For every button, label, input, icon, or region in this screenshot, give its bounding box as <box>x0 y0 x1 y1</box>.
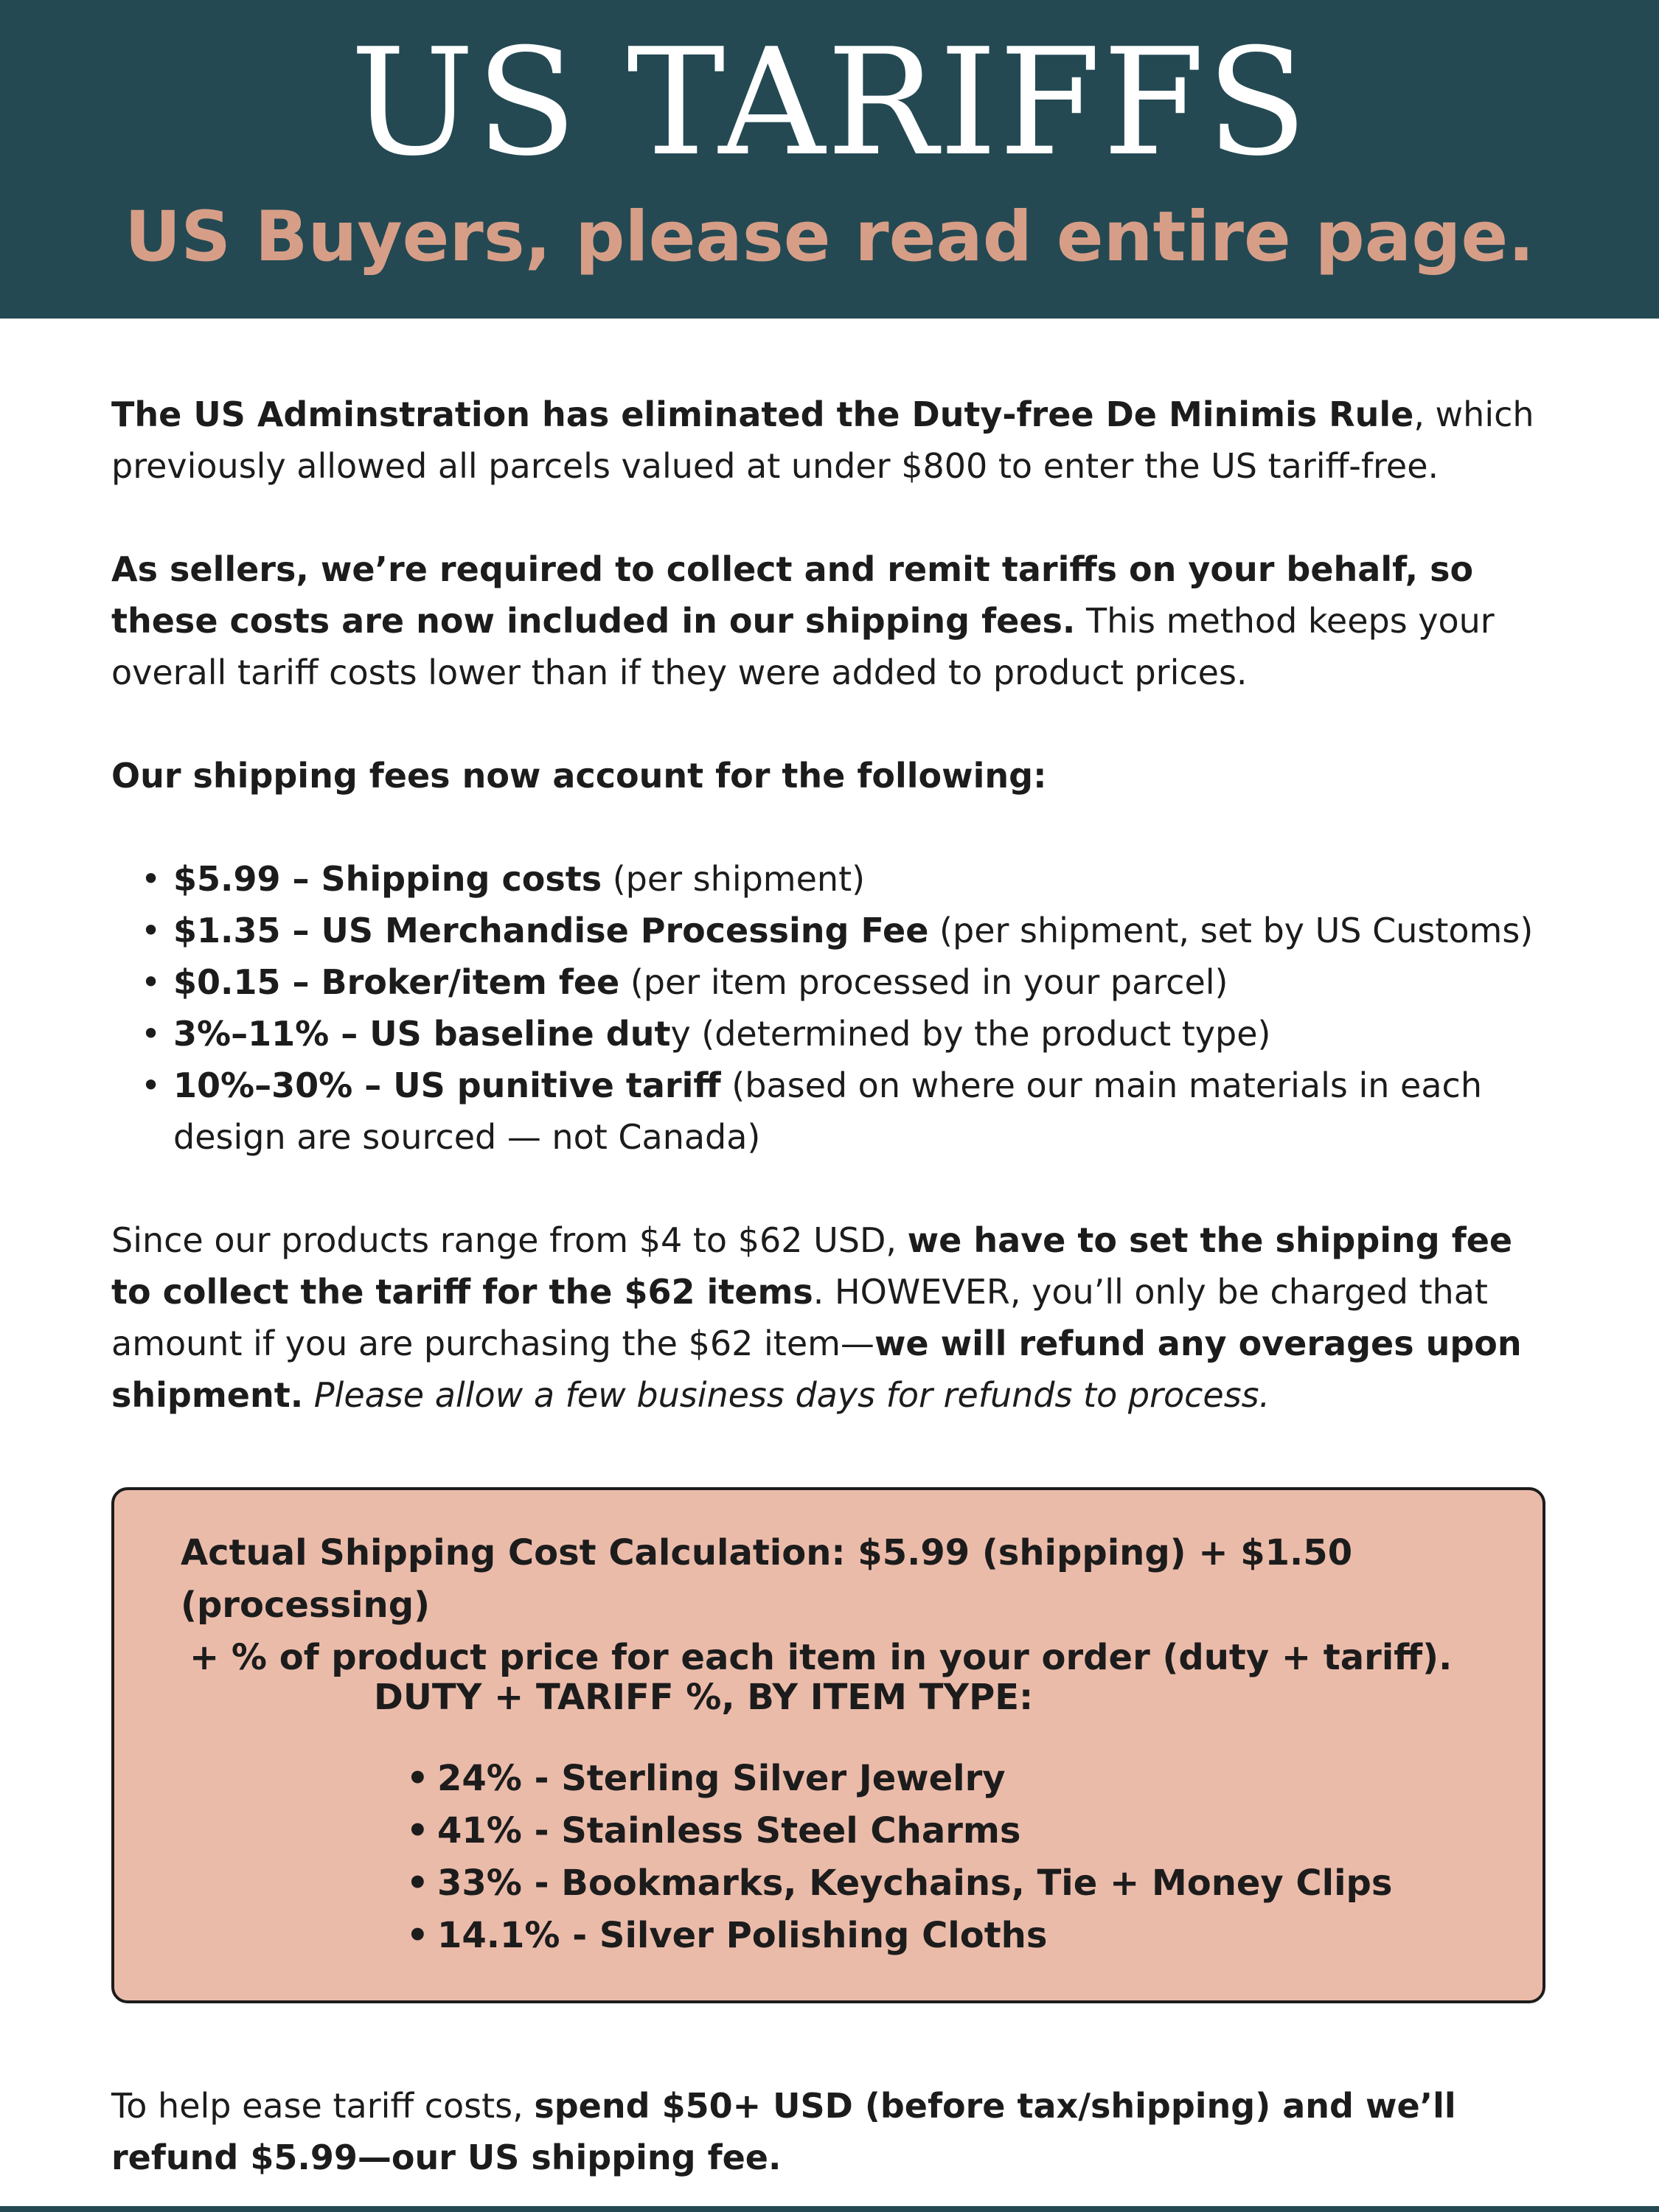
fee-item <box>111 905 1557 956</box>
fees-list <box>111 853 1557 1163</box>
sellers-paragraph <box>111 543 1557 698</box>
fee-item-bold: $0.15 – Broker/item fee <box>173 962 620 1002</box>
main-content <box>111 389 1557 1421</box>
page-title: US TARIFFS <box>349 17 1310 189</box>
bullet-icon: • <box>406 1810 429 1851</box>
bullet-icon: • <box>406 1915 429 1956</box>
bullet-icon: • <box>406 1863 429 1904</box>
range-paragraph <box>111 1214 1557 1421</box>
bullet-icon: • <box>141 911 161 950</box>
intro-rest: , which previously allowed all parcels valued at under $800 to enter the US tariff-free. <box>111 394 1534 486</box>
duty-item-text: 41% - Stainless Steel Charms <box>437 1810 1021 1851</box>
bullet-icon: • <box>141 1065 161 1105</box>
bullet-icon: • <box>406 1758 429 1799</box>
range-bold-1: we have to set the shipping fee to collect the tariff for the $62 items <box>111 1220 1513 1312</box>
intro-paragraph <box>111 389 1557 492</box>
fee-item-bold: 3%–11% – US baseline dut <box>173 1014 671 1054</box>
duty-item-text: 33% - Bookmarks, Keychains, Tie + Money Clips <box>437 1863 1393 1904</box>
fee-item <box>111 1060 1557 1163</box>
sellers-rest: This method keeps your overall tariff costs lower than if they were added to product prices. <box>111 601 1495 692</box>
page-subtitle: US Buyers, please read entire page. <box>125 197 1534 277</box>
fee-item-rest: (based on where our main materials in each design are sourced — not Canada) <box>173 1065 1482 1157</box>
bottom-divider <box>0 2206 1659 2212</box>
fee-item-bold: 10%–30% – US punitive tariff <box>173 1065 721 1105</box>
fees-heading <box>111 750 1557 801</box>
duty-tariff-heading: DUTY + TARIFF %, BY ITEM TYPE: <box>374 1677 1034 1718</box>
fee-item <box>111 853 1557 905</box>
header-banner <box>0 0 1659 319</box>
duty-item <box>402 1910 1392 1962</box>
footer-paragraph <box>111 2080 1557 2183</box>
duty-item <box>402 1753 1392 1805</box>
fee-item-rest: (per shipment) <box>602 859 866 899</box>
duty-item-text: 24% - Sterling Silver Jewelry <box>437 1758 1006 1799</box>
fee-item-bold: $1.35 – US Merchandise Processing Fee <box>173 911 929 950</box>
calculation-box <box>111 1487 1545 2003</box>
fee-item <box>111 956 1557 1008</box>
duty-item-text: 14.1% - Silver Polishing Cloths <box>437 1915 1048 1956</box>
footer-bold: spend $50+ USD (before tax/shipping) and we’ll refund $5.99—our US shipping fee. <box>111 2086 1456 2177</box>
calculation-line-1: Actual Shipping Cost Calculation: $5.99 (shipping) + $1.50 (processing) <box>181 1532 1353 1626</box>
bullet-icon: • <box>141 1014 161 1054</box>
fee-item <box>111 1008 1557 1060</box>
fee-item-rest: (per shipment, set by US Customs) <box>928 911 1534 950</box>
fees-heading-text: Our shipping fees now account for the following: <box>111 756 1047 796</box>
duty-item <box>402 1857 1392 1910</box>
bullet-icon: • <box>141 859 161 899</box>
calculation-text <box>181 1527 1508 1684</box>
bullet-icon: • <box>141 962 161 1002</box>
range-italic: Please allow a few business days for refunds to process. <box>303 1375 1270 1415</box>
fee-item-rest: (per item processed in your parcel) <box>619 962 1228 1002</box>
range-bold-2: we will refund any overages upon shipment. <box>111 1324 1522 1415</box>
footer-text: To help ease tariff costs, <box>111 2086 535 2126</box>
sellers-bold: As sellers, we’re required to collect and remit tariffs on your behalf, so these costs are now included in our shipping fees. <box>111 549 1474 641</box>
fee-item-rest: y (determined by the product type) <box>670 1014 1271 1054</box>
calculation-line-2: + % of product price for each item in your order (duty + tariff). <box>189 1637 1453 1678</box>
duty-item <box>402 1805 1392 1857</box>
range-text-2: . HOWEVER, you’ll only be charged that amount if you are purchasing the $62 item— <box>111 1272 1488 1363</box>
duty-tariff-list <box>402 1753 1392 1962</box>
intro-bold: The US Adminstration has eliminated the Duty-free De Minimis Rule <box>111 394 1414 434</box>
fee-item-bold: $5.99 – Shipping costs <box>173 859 602 899</box>
range-text-1: Since our products range from $4 to $62 USD, <box>111 1220 908 1260</box>
